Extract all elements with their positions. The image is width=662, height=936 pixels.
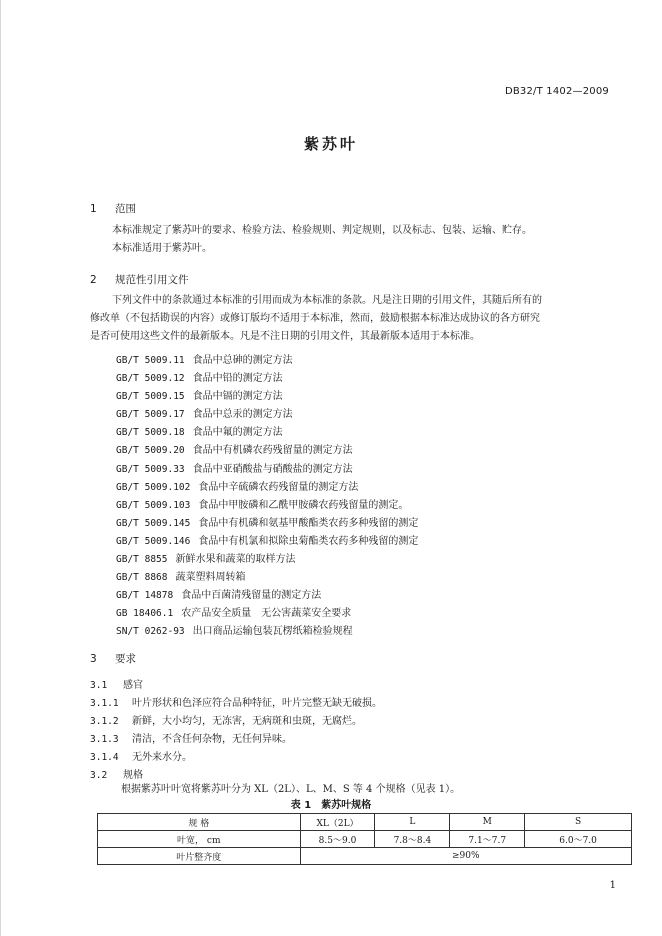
requirement-item (90, 712, 362, 727)
table-cell: L (375, 814, 450, 831)
reference-list (116, 352, 418, 642)
document-title: 紫苏叶 (303, 135, 358, 153)
subsection-number: 3.2 (90, 770, 108, 781)
reference-item (116, 479, 418, 497)
section-title: 要求 (115, 653, 136, 665)
requirement-item (90, 748, 192, 763)
reference-item (116, 424, 418, 442)
subsection-3-1 (90, 676, 143, 691)
paragraph: 是否可使用这些文件的最新版本。凡是不注日期的引用文件，其最新版本适用于本标准。 (90, 331, 480, 342)
section-3-heading (90, 651, 136, 666)
item-number: 3.1.3 (90, 734, 119, 745)
section-2-heading (90, 272, 189, 287)
subsection-title: 规格 (123, 770, 143, 781)
table-cell: ≥90% (300, 848, 631, 865)
reference-code: GB/T 8855 (116, 554, 168, 566)
reference-item (116, 370, 418, 388)
reference-code: GB 18406.1 (116, 608, 174, 620)
reference-code: GB/T 5009.11 (116, 355, 185, 366)
table-header-row (98, 814, 632, 831)
reference-code: GB/T 5009.102 (116, 481, 191, 493)
reference-code: GB/T 14878 (116, 590, 174, 602)
reference-item (116, 569, 418, 587)
reference-code: GB/T 5009.145 (116, 517, 191, 529)
reference-item (116, 461, 418, 479)
requirement-item (90, 694, 382, 709)
table-cell: 8.5～9.0 (300, 831, 375, 848)
paragraph: 修改单（不包括勘误的内容）或修订版均不适用于本标准，然而，鼓励根据本标准达成协议的各方研究 (90, 313, 540, 324)
reference-item (116, 623, 418, 641)
reference-code: SN/T 0262-93 (116, 626, 185, 638)
reference-code: GB/T 5009.17 (116, 409, 185, 421)
page-number: 1 (609, 880, 616, 891)
reference-item (116, 533, 418, 551)
subsection-3-2 (90, 766, 143, 781)
reference-name: 农产品安全质量 无公害蔬菜安全要求 (181, 608, 352, 620)
table-cell: M (450, 814, 525, 831)
section-number: 3 (90, 653, 97, 665)
item-text: 清洁，不含任何杂物，无任何异味。 (132, 734, 292, 745)
reference-item (116, 515, 418, 533)
reference-name: 食品中百菌清残留量的测定方法 (181, 590, 322, 602)
reference-code: GB/T 5009.15 (116, 391, 185, 403)
table-cell: 规 格 (98, 814, 301, 831)
reference-item (116, 551, 418, 569)
table-cell: 叶宽， cm (98, 831, 301, 848)
reference-code: GB/T 5009.12 (116, 373, 185, 385)
item-text: 新鲜，大小均匀，无冻害，无病斑和虫斑，无腐烂。 (132, 716, 362, 727)
reference-item (116, 388, 418, 406)
standard-code: DB32/T 1402—2009 (504, 86, 609, 97)
reference-code: GB/T 5009.18 (116, 427, 185, 439)
spec-description: 根据紫苏叶叶宽将紫苏叶分为 XL（2L）、L、M、S 等 4 个规格（见表 1）。 (121, 784, 461, 795)
reference-name: 蔬菜塑料周转箱 (175, 572, 246, 584)
spec-table (97, 813, 632, 865)
reference-item (116, 587, 418, 605)
reference-name: 新鲜水果和蔬菜的取样方法 (175, 554, 296, 566)
reference-code: GB/T 5009.20 (116, 445, 185, 457)
reference-code: GB/T 5009.146 (116, 535, 191, 547)
reference-item (116, 442, 418, 460)
subsection-title: 感官 (123, 680, 143, 691)
reference-name: 食品中亚硝酸盐与硝酸盐的测定方法 (192, 463, 353, 475)
section-1-body (90, 222, 610, 258)
reference-item (116, 352, 418, 370)
section-2-body (90, 292, 610, 346)
section-number: 1 (90, 203, 97, 215)
table-row (98, 831, 632, 848)
reference-name: 食品中甲胺磷和乙酰甲胺磷农药残留量的测定。 (198, 499, 409, 511)
reference-code: GB/T 5009.103 (116, 499, 191, 511)
paragraph: 本标准适用于紫苏叶。 (112, 243, 212, 254)
item-number: 3.1.1 (90, 698, 119, 709)
reference-name: 食品中有机氯和拟除虫菊酯类农药多种残留的测定 (198, 535, 419, 547)
reference-name: 食品中辛硫磷农药残留量的测定方法 (198, 481, 359, 493)
reference-name: 食品中镉的测定方法 (192, 391, 283, 403)
table-cell: 7.8～8.4 (375, 831, 450, 848)
reference-code: GB/T 8868 (116, 572, 168, 584)
section-title: 规范性引用文件 (115, 274, 189, 286)
subsection-number: 3.1 (90, 680, 108, 691)
table-caption: 表 1 紫苏叶规格 (290, 800, 372, 811)
reference-code: GB/T 5009.33 (116, 463, 185, 475)
table-cell: 7.1～7.7 (450, 831, 525, 848)
section-1-heading (90, 201, 136, 216)
paragraph: 下列文件中的条款通过本标准的引用而成为本标准的条款。凡是注日期的引用文件，其随后所有的 (112, 295, 542, 306)
section-title: 范围 (115, 203, 136, 215)
table-cell: 叶片整齐度 (98, 848, 301, 865)
reference-name: 食品中总砷的测定方法 (192, 355, 293, 366)
reference-item (116, 497, 418, 515)
reference-name: 食品中氟的测定方法 (192, 427, 283, 439)
reference-item (116, 605, 418, 623)
table-cell: XL（2L） (300, 814, 375, 831)
table-cell: 6.0～7.0 (525, 831, 632, 848)
table-cell: S (525, 814, 632, 831)
reference-name: 食品中总汞的测定方法 (192, 409, 293, 421)
reference-name: 食品中铅的测定方法 (192, 373, 283, 385)
requirement-item (90, 730, 292, 745)
item-number: 3.1.2 (90, 716, 119, 727)
item-text: 无外来水分。 (132, 752, 192, 763)
item-text: 叶片形状和色泽应符合品种特征，叶片完整无缺无破损。 (132, 698, 382, 709)
reference-item (116, 406, 418, 424)
item-number: 3.1.4 (90, 752, 119, 763)
paragraph: 本标准规定了紫苏叶的要求、检验方法、检验规则、判定规则，以及标志、包装、运输、贮存。 (112, 225, 532, 236)
table-row (98, 848, 632, 865)
reference-name: 食品中有机磷和氨基甲酸酯类农药多种残留的测定 (198, 517, 419, 529)
reference-name: 食品中有机磷农药残留量的测定方法 (192, 445, 353, 457)
section-number: 2 (90, 274, 97, 286)
reference-name: 出口商品运输包装瓦楞纸箱检验规程 (192, 626, 353, 638)
